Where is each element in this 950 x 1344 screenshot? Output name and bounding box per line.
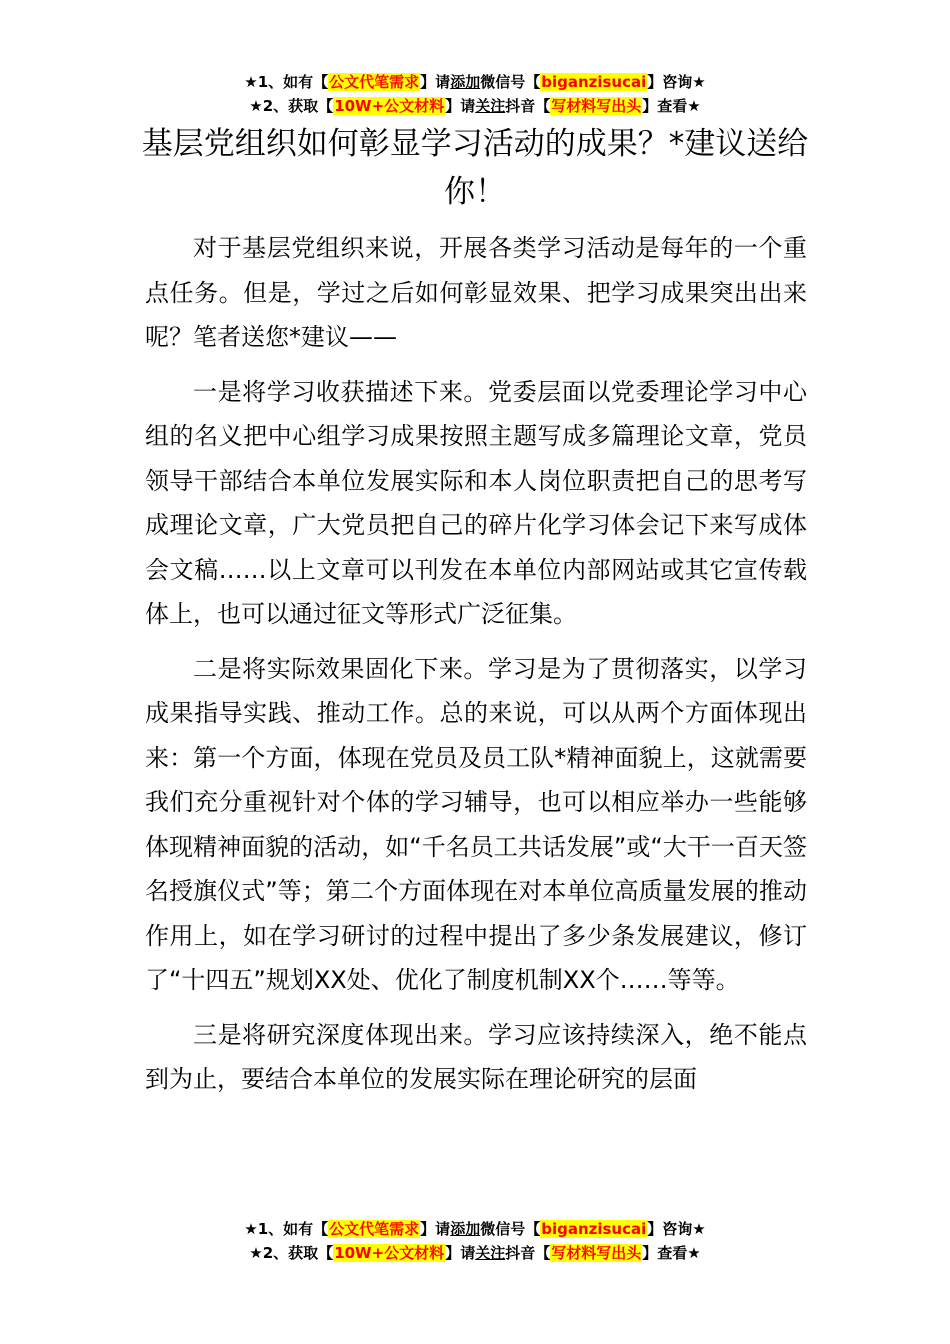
promo-text: 微信号【 [480, 73, 541, 91]
paragraph-intro: 对于基层党组织来说，开展各类学习活动是每年的一个重点任务。但是，学过之后如何彰显效果、把学习成果突出出来呢？笔者送您*建议—— [145, 234, 807, 351]
promo-banner-top [0, 70, 950, 118]
promo-text: 微信号【 [480, 1220, 541, 1238]
promo-text: 】查看★ [642, 97, 701, 115]
promo-highlight: 写材料写出头 [551, 97, 642, 115]
document-body [145, 226, 807, 1112]
promo-line-1 [0, 70, 950, 94]
promo-text: ★2、获取【 [249, 97, 334, 115]
promo-text: 】请 [445, 97, 476, 115]
promo-text: 】咨询★ [647, 73, 706, 91]
promo-highlight: biganzisucai [541, 73, 647, 91]
paragraph-point-3: 三是将研究深度体现出来。学习应该持续深入，绝不能点到为止，要结合本单位的发展实际在理论研究的层面 [145, 1020, 807, 1093]
promo-underline: 关注 [475, 97, 506, 115]
promo-underline: 添加 [450, 73, 481, 91]
promo-text: 】咨询★ [647, 1220, 706, 1238]
promo-highlight: 公文代笔需求 [329, 73, 420, 91]
paragraph-point-1: 一是将学习收获描述下来。党委层面以党委理论学习中心组的名义把中心组学习成果按照主题写成多篇理论文章，党员领导干部结合本单位发展实际和本人岗位职责把自己的思考写成理论文章，广大党员把自己的碎片化学习体会记下来写成体会文稿……以上文章可以刊发在本单位内部网站或其它宣传载体上，也可以通过征文等形式广泛征集。 [145, 377, 807, 628]
promo-text: ★1、如有【 [244, 1220, 329, 1238]
promo-banner-bottom [0, 1217, 950, 1265]
promo-text: 抖音【 [505, 1244, 551, 1262]
promo-underline: 添加 [450, 1220, 481, 1238]
promo-highlight: biganzisucai [541, 1220, 647, 1238]
promo-text: ★1、如有【 [244, 73, 329, 91]
promo-highlight: 公文代笔需求 [329, 1220, 420, 1238]
document-title: 基层党组织如何彰显学习活动的成果？*建议送给你！ [141, 126, 809, 210]
promo-line-2 [0, 1241, 950, 1265]
promo-text: 抖音【 [505, 97, 551, 115]
promo-text: 】请 [420, 73, 451, 91]
promo-line-2 [0, 94, 950, 118]
promo-highlight: 10W+公文材料 [334, 97, 445, 115]
promo-text: 】请 [445, 1244, 476, 1262]
promo-highlight: 10W+公文材料 [334, 1244, 445, 1262]
promo-line-1 [0, 1217, 950, 1241]
promo-text: ★2、获取【 [249, 1244, 334, 1262]
promo-text: 】请 [420, 1220, 451, 1238]
paragraph-point-2: 二是将实际效果固化下来。学习是为了贯彻落实，以学习成果指导实践、推动工作。总的来说，可以从两个方面体现出来：第一个方面，体现在党员及员工队*精神面貌上，这就需要我们充分重视针对个体的学习辅导，也可以相应举办一些能够体现精神面貌的活动，如“千名员工共话发展”或“大干一百天签名授旗仪式”等；第二个方面体现在对本单位高质量发展的推动作用上，如在学习研讨的过程中提出了多少条发展建议，修订了“十四五”规划XX处、优化了制度机制XX个……等等。 [145, 654, 807, 994]
promo-text: 】查看★ [642, 1244, 701, 1262]
promo-highlight: 写材料写出头 [551, 1244, 642, 1262]
promo-underline: 关注 [475, 1244, 506, 1262]
